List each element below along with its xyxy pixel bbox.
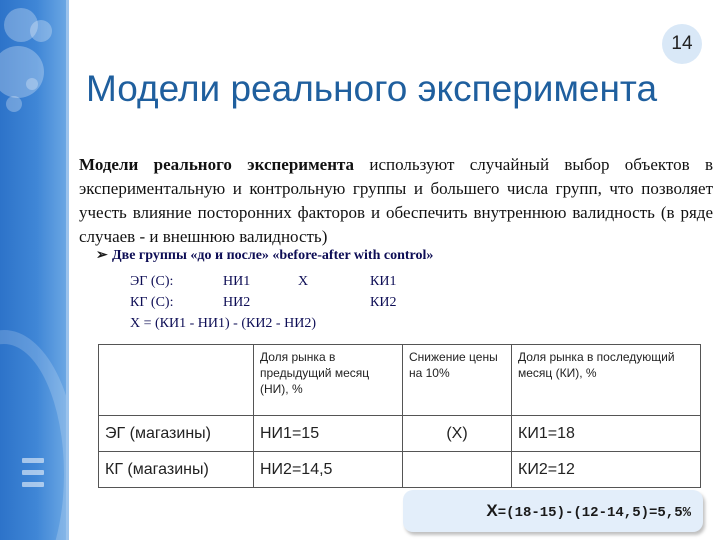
slide-title: Модели реального эксперимента: [86, 68, 658, 109]
result-x-label: Х: [486, 501, 498, 520]
table-row: [99, 452, 701, 488]
design-after: КИ1: [370, 274, 397, 289]
result-formula-box: [403, 490, 703, 532]
arrow-bullet-icon: ➢: [96, 248, 108, 263]
table-cell: КГ (магазины): [99, 452, 254, 488]
table-header-cell: Снижение цены на 10%: [403, 345, 512, 416]
experiment-table: [98, 344, 701, 488]
decor-bubble: [6, 96, 22, 112]
design-row-kg: [130, 295, 396, 311]
design-treatment: Х: [298, 274, 309, 289]
table-header-cell: Доля рынка в последующий месяц (КИ), %: [512, 345, 701, 416]
bullet-text: Две группы «до и после» «before-after with control»: [112, 248, 434, 263]
table-cell: КИ2=12: [512, 452, 701, 488]
sidebar-divider: [66, 0, 69, 540]
paragraph-text: используют случайный выбор объектов в экспериментальную и контрольную группы и большего числа групп, что позволяет учесть влияние посторонних факторов и обеспечить внутреннюю валидность (в ряде случаев - и внешнюю валидность): [79, 155, 713, 246]
table-header-row: [99, 345, 701, 416]
table-cell: НИ2=14,5: [254, 452, 403, 488]
design-row-eg: [130, 274, 396, 290]
table-cell: [403, 452, 512, 488]
bullet-item: [96, 247, 696, 264]
design-label: ЭГ (С):: [130, 274, 174, 289]
intro-paragraph: [79, 153, 713, 249]
decor-bars: [22, 458, 44, 494]
slide-number-badge: 14: [662, 24, 702, 64]
decorative-sidebar: [0, 0, 66, 540]
decor-bubble: [0, 46, 44, 98]
design-label: КГ (С):: [130, 295, 174, 310]
table-header-cell: Доля рынка в предыдущий месяц (НИ), %: [254, 345, 403, 416]
paragraph-bold-lead: Модели реального эксперимента: [79, 155, 355, 174]
design-after: КИ2: [370, 295, 397, 310]
table-cell: КИ1=18: [512, 416, 701, 452]
decor-curve: [0, 330, 66, 540]
table-cell: НИ1=15: [254, 416, 403, 452]
design-before: НИ2: [223, 295, 251, 310]
table-cell: (Х): [403, 416, 512, 452]
decor-bubble: [30, 20, 52, 42]
design-before: НИ1: [223, 274, 251, 289]
decor-bubble: [26, 78, 38, 90]
result-expression: =(18-15)-(12-14,5)=5,5%: [497, 505, 691, 521]
table-cell: ЭГ (магазины): [99, 416, 254, 452]
table-row: [99, 416, 701, 452]
design-formula: Х = (КИ1 - НИ1) - (КИ2 - НИ2): [130, 316, 316, 331]
table-header-cell: [99, 345, 254, 416]
